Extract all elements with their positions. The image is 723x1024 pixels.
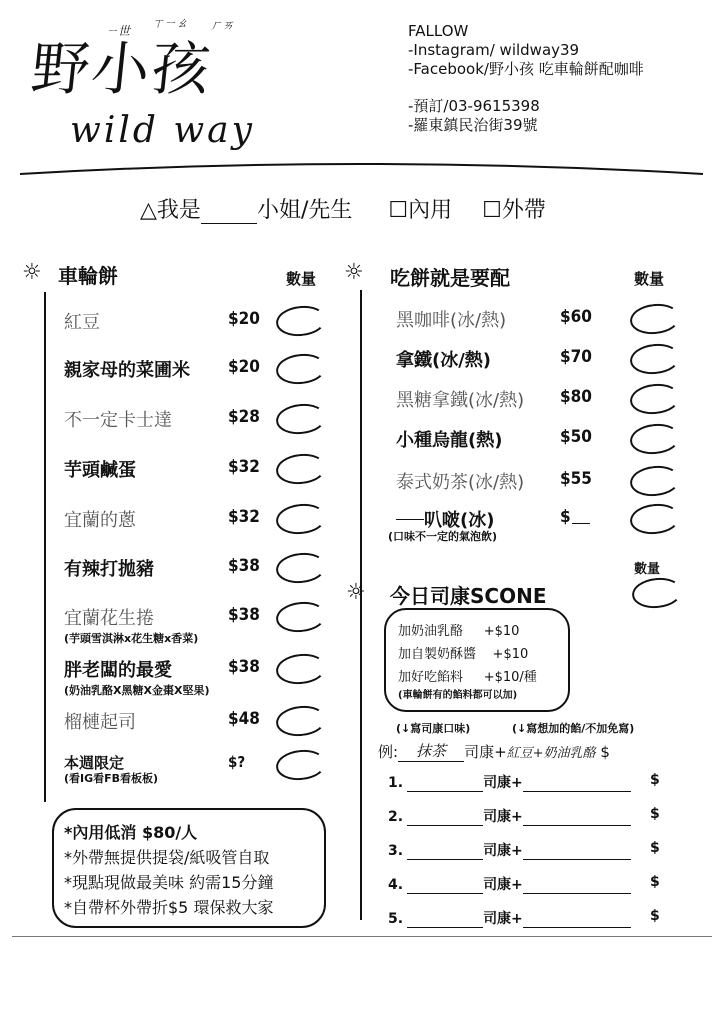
- drink-price: $55: [560, 469, 592, 489]
- item-name: 不一定卡士達: [64, 410, 172, 431]
- scone-word: 司康+: [483, 775, 523, 791]
- addon-list: [398, 620, 537, 703]
- flavor-field[interactable]: [407, 879, 483, 894]
- item-price: $32: [228, 457, 260, 477]
- qty-field[interactable]: [629, 463, 682, 498]
- scone-word: 司康+: [483, 877, 523, 893]
- item-subtitle: (芋頭雪淇淋x花生糖x香菜): [64, 632, 199, 645]
- drink-name: 黑咖啡(冰/熱): [396, 310, 507, 331]
- filling-field[interactable]: [523, 879, 631, 894]
- header-divider: [0, 150, 723, 190]
- scone-order-row: [388, 874, 631, 894]
- drink-name: 拿鐵(冰/熱): [396, 350, 492, 371]
- triangle-icon: △: [140, 198, 157, 223]
- brand-logo-cn: 野小孩: [27, 35, 216, 103]
- hint-filling: (↓寫想加的餡/不加免寫): [512, 722, 635, 735]
- qty-field[interactable]: [275, 747, 328, 782]
- customer-signup: [140, 193, 546, 224]
- brand-logo-en: wild way: [70, 110, 255, 151]
- column-line: [44, 292, 46, 802]
- filling-field[interactable]: [523, 913, 631, 928]
- scone-order-row: [388, 806, 631, 826]
- item-subtitle: (看IG看FB看板板): [64, 772, 159, 785]
- item-price: $38: [228, 605, 260, 625]
- drink-price: $60: [560, 307, 592, 327]
- qty-field[interactable]: [629, 501, 682, 536]
- item-name: 紅豆: [64, 312, 100, 333]
- note-line: *外帶無提供提袋/紙吸管自取: [64, 848, 270, 867]
- qty-field[interactable]: [629, 301, 682, 336]
- sun-icon: ☼: [22, 260, 42, 285]
- column-divider: [360, 290, 362, 920]
- flavor-field[interactable]: [407, 777, 483, 792]
- note-line: *內用低消 $80/人: [64, 823, 198, 842]
- drink-price: $: [560, 507, 571, 527]
- addon-item: 加自製奶酥醬 +$10: [398, 647, 529, 662]
- qty-field[interactable]: [275, 651, 328, 686]
- hint-flavor: (↓寫司康口味): [396, 722, 471, 735]
- item-price: $20: [228, 357, 260, 377]
- addon-note: (車輪餅有的餡料都可以加): [398, 690, 518, 701]
- qty-field[interactable]: [275, 599, 328, 634]
- custom-price-blank[interactable]: [572, 522, 590, 524]
- slot-number: 2.: [388, 809, 404, 825]
- dine-in-label: 內用: [408, 198, 453, 223]
- name-prefix: 我是: [156, 198, 201, 223]
- slot-number: 1.: [388, 775, 404, 791]
- qty-field[interactable]: [629, 381, 682, 416]
- scone-order-row: [388, 840, 631, 860]
- name-suffix: 小姐/先生: [256, 198, 353, 223]
- qty-field[interactable]: [275, 303, 328, 338]
- info-line: -Instagram/ wildway39: [408, 41, 580, 59]
- checkbox-icon[interactable]: ☐: [388, 198, 409, 223]
- sun-icon: ☼: [344, 260, 364, 285]
- drink-price: $50: [560, 427, 592, 447]
- drink-name: 泰式奶茶(冰/熱): [396, 472, 525, 493]
- scone-order-row: [388, 908, 631, 928]
- item-name: 宜蘭花生捲: [64, 608, 154, 629]
- scone-qty-field[interactable]: [631, 575, 684, 610]
- footer-divider: [12, 936, 712, 937]
- item-name: 胖老闆的最愛: [64, 660, 172, 681]
- example-flavor: 抹茶: [398, 740, 464, 762]
- drink-subtitle: (口味不一定的氣泡飲): [388, 530, 498, 543]
- section-title-drinks: 吃餅就是要配: [390, 266, 510, 290]
- slot-number: 4.: [388, 877, 404, 893]
- info-line: -Facebook/野小孩 吃車輪餅配咖啡: [408, 60, 644, 78]
- qty-field[interactable]: [275, 501, 328, 536]
- notes: [64, 820, 273, 920]
- filling-field[interactable]: [523, 777, 631, 792]
- qty-header: 數量: [634, 270, 665, 288]
- qty-field[interactable]: [275, 550, 328, 585]
- info-line: FALLOW: [408, 22, 469, 40]
- logo-annotation: ㄒㄧㄠ: [152, 16, 189, 30]
- flavor-field[interactable]: [407, 913, 483, 928]
- item-name: 芋頭鹹蛋: [64, 460, 136, 481]
- scone-word: 司康+: [483, 809, 523, 825]
- sun-icon: ☼: [346, 580, 366, 605]
- item-name: 親家母的菜圃米: [64, 360, 190, 381]
- item-price: $38: [228, 657, 260, 677]
- item-price: $32: [228, 507, 260, 527]
- item-price: $?: [228, 753, 246, 771]
- logo-annotation: ㄧ世: [106, 24, 131, 38]
- qty-field[interactable]: [275, 703, 328, 738]
- slot-price: $: [650, 874, 660, 890]
- drink-name: 小種烏龍(熱): [396, 430, 503, 451]
- filling-field[interactable]: [523, 811, 631, 826]
- qty-field[interactable]: [629, 341, 682, 376]
- qty-field[interactable]: [275, 351, 328, 386]
- flavor-field[interactable]: [407, 845, 483, 860]
- scone-order-row: [388, 772, 631, 792]
- item-name: 有辣打拋豬: [64, 559, 154, 580]
- section-title-wheel-cake: 車輪餅: [58, 264, 118, 288]
- note-line: *自帶杯外帶折$5 環保救大家: [64, 898, 274, 917]
- item-name: 宜蘭的蔥: [64, 510, 136, 531]
- custom-drink-blank[interactable]: [396, 518, 424, 520]
- example-label: 例:: [378, 743, 399, 761]
- qty-header: 數量: [634, 562, 661, 577]
- section-title-scone: 今日司康SCONE: [390, 584, 547, 608]
- slot-price: $: [650, 908, 660, 924]
- take-out-label: 外帶: [501, 198, 546, 223]
- item-name: 榴槤起司: [64, 712, 136, 733]
- slot-number: 5.: [388, 911, 404, 927]
- info-line: -預訂/03-9615398: [408, 97, 540, 115]
- scone-word: 司康+: [483, 911, 523, 927]
- qty-field[interactable]: [629, 421, 682, 456]
- scone-word: 司康+: [483, 843, 523, 859]
- shop-info: [408, 22, 644, 135]
- filling-field[interactable]: [523, 845, 631, 860]
- info-line: -羅東鎮民治街39號: [408, 116, 538, 134]
- item-price: $38: [228, 556, 260, 576]
- note-line: *現點現做最美味 約需15分鐘: [64, 873, 274, 892]
- item-price: $48: [228, 709, 260, 729]
- slot-price: $: [650, 772, 660, 788]
- logo-annotation: ㄏㄞ: [210, 18, 235, 32]
- flavor-field[interactable]: [407, 811, 483, 826]
- qty-field[interactable]: [275, 401, 328, 436]
- example-filling: 紅豆+奶油乳酪: [506, 746, 596, 761]
- slot-number: 3.: [388, 843, 404, 859]
- example-row: 例: 抹茶 司康+紅豆+奶油乳酪 $: [378, 742, 610, 761]
- name-field[interactable]: [201, 223, 257, 224]
- slot-price: $: [650, 806, 660, 822]
- drink-name: 黑糖拿鐵(冰/熱): [396, 390, 525, 411]
- drink-name: 叭啵(冰): [424, 510, 495, 531]
- addon-item: 加奶油乳酪 +$10: [398, 624, 520, 639]
- qty-header: 數量: [286, 270, 317, 288]
- checkbox-icon[interactable]: ☐: [482, 198, 502, 223]
- addon-item: 加好吃餡料 +$10/種: [398, 670, 537, 685]
- drink-price: $70: [560, 347, 592, 367]
- slot-price: $: [650, 840, 660, 856]
- drink-price: $80: [560, 387, 592, 407]
- item-subtitle: (奶油乳酪X黑糖X金棗X堅果): [64, 684, 210, 697]
- item-price: $20: [228, 309, 260, 329]
- item-name: 本週限定: [64, 754, 125, 772]
- item-price: $28: [228, 407, 260, 427]
- qty-field[interactable]: [275, 451, 328, 486]
